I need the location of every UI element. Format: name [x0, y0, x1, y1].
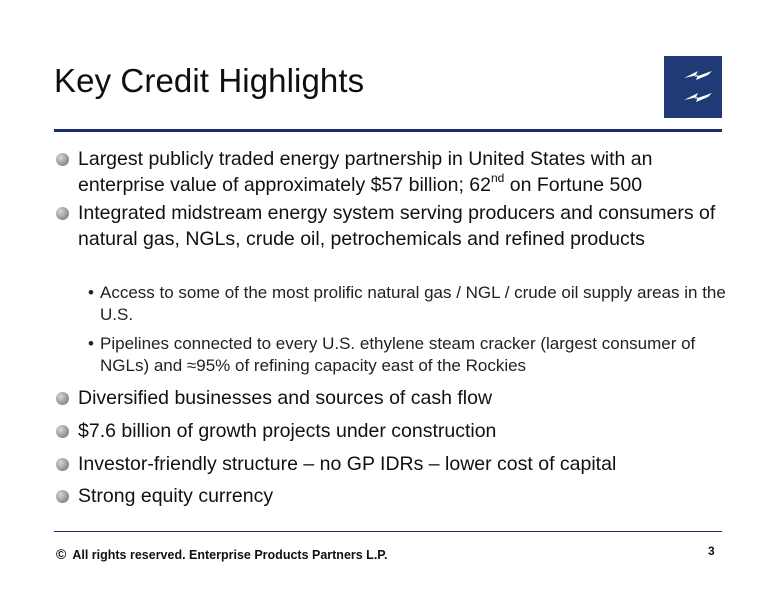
copyright-icon: © — [56, 546, 67, 562]
slide-title: Key Credit Highlights — [54, 62, 365, 99]
bullet-1-text: Largest publicly traded energy partnership in United States with an enterprise value of approximately $57 billion; 62 — [78, 148, 653, 196]
bullet-5 — [78, 451, 738, 477]
bullet-1 — [78, 146, 738, 198]
sub-bullet-dot-icon: • — [88, 334, 94, 353]
bullet-2 — [78, 200, 738, 252]
footer-divider — [54, 531, 722, 532]
bullet-dot-icon — [56, 207, 69, 220]
bullet-6-text: Strong equity currency — [78, 485, 274, 507]
bullet-3 — [78, 385, 738, 411]
sub-bullet-1 — [88, 282, 730, 326]
footer-text: All rights reserved. Enterprise Products Partners L.P. — [72, 548, 388, 562]
enterprise-lightning-logo-icon — [664, 56, 722, 118]
bullet-dot-icon — [56, 153, 69, 166]
footer — [56, 546, 388, 562]
sub-bullet-2 — [88, 333, 730, 377]
title-divider — [54, 129, 722, 132]
bullet-5-text: Investor-friendly structure – no GP IDRs – lower cost of capital — [78, 453, 617, 475]
sub-bullet-2-text: Pipelines connected to every U.S. ethylene steam cracker (largest consumer of NGLs) and ≈95% of refining capacity east of the Rockies — [100, 334, 696, 375]
page-number: 3 — [708, 544, 715, 558]
bullet-6 — [78, 483, 738, 509]
bullet-4-text: $7.6 billion of growth projects under construction — [78, 420, 497, 442]
bullet-1-superscript: nd — [491, 170, 505, 185]
bullet-dot-icon — [56, 392, 69, 405]
bullet-dot-icon — [56, 425, 69, 438]
bullet-3-text: Diversified businesses and sources of cash flow — [78, 387, 493, 409]
bullet-2-text: Integrated midstream energy system serving producers and consumers of natural gas, NGLs, crude oil, petrochemicals and refined products — [78, 202, 716, 250]
bullet-dot-icon — [56, 458, 69, 471]
sub-bullet-1-text: Access to some of the most prolific natural gas / NGL / crude oil supply areas in the U.S. — [100, 283, 726, 324]
bullet-dot-icon — [56, 490, 69, 503]
sub-bullet-dot-icon: • — [88, 283, 94, 302]
bullet-4 — [78, 418, 738, 444]
bullet-1-text-end: on Fortune 500 — [504, 174, 643, 196]
